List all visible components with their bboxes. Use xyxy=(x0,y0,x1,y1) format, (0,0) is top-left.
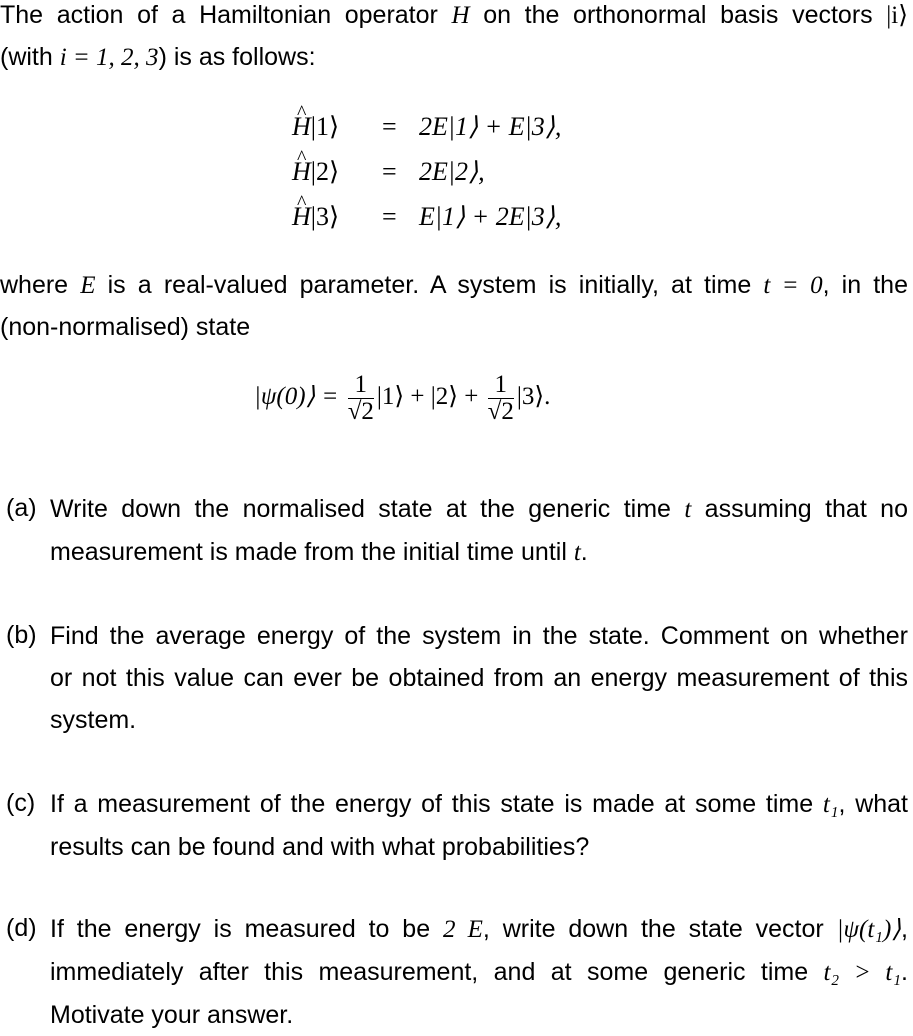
energy-value: 2 E xyxy=(442,916,483,943)
where-text: is a real-valued parameter. A system is initially, at time xyxy=(95,271,764,299)
fraction-numerator: 1 xyxy=(488,372,514,399)
part-text: If the energy is measured to be xyxy=(50,915,443,943)
part-a-line-2 xyxy=(50,531,908,574)
part-text: immediately after this measurement, and at some generic time xyxy=(50,958,824,986)
equation-rhs: E|1⟩ + 2E|3⟩, xyxy=(419,202,562,231)
part-text: Write down the normalised state at the generic time xyxy=(50,495,685,523)
time-symbol: t xyxy=(573,539,581,566)
equation-3 xyxy=(292,202,562,232)
part-text: If a measurement of the energy of this state is made at some time xyxy=(50,790,823,818)
time-inequality: t₂ > t₁ xyxy=(823,959,902,986)
where-text: where xyxy=(0,271,81,299)
part-text: , write down the state vector xyxy=(482,915,837,943)
part-d-label: (d) xyxy=(6,914,37,942)
state-mid: |1⟩ + |2⟩ + xyxy=(376,383,479,411)
part-b-text xyxy=(50,615,908,741)
intro-line-2 xyxy=(0,42,316,73)
intro-text: ) is as follows: xyxy=(158,43,316,71)
part-a-line-1 xyxy=(50,488,908,531)
hamiltonian-hat: ^ H xyxy=(292,112,311,142)
equation-rel: = xyxy=(382,112,397,141)
part-c-line-1 xyxy=(50,783,908,826)
initial-state-equation xyxy=(254,372,550,425)
intro-text: on the orthonormal basis vectors xyxy=(469,1,887,29)
equation-rhs: 2E|2⟩, xyxy=(419,157,485,186)
where-text: , in the xyxy=(822,271,908,299)
part-d-line-1 xyxy=(50,908,908,951)
energy-symbol: E xyxy=(80,272,96,299)
part-b-line-3: system. xyxy=(50,706,137,734)
intro-text: (with xyxy=(0,43,60,71)
part-c-line-2: results can be found and with what probabilities? xyxy=(50,833,590,861)
state-tail: |3⟩. xyxy=(516,383,551,411)
equation-1 xyxy=(292,112,562,142)
hamiltonian-hat: ^ H xyxy=(292,157,311,187)
equation-rel: = xyxy=(382,157,397,186)
fraction-denominator: √2 xyxy=(487,398,514,425)
equation-lhs: |1⟩ xyxy=(310,112,340,141)
part-b-line-2: or not this value can ever be obtained from an energy measurement of this xyxy=(50,664,908,692)
part-d-text xyxy=(50,908,908,1036)
state-vector: |ψ(t₁)⟩ xyxy=(836,916,902,943)
part-b-label: (b) xyxy=(6,621,37,649)
part-c-text xyxy=(50,783,908,868)
fraction-1 xyxy=(348,372,374,425)
part-b-line-1: Find the average energy of the system in the state. Comment on whether xyxy=(50,622,908,650)
fraction-2 xyxy=(488,372,514,425)
intro-text: The action of a Hamiltonian operator xyxy=(0,1,452,29)
fraction-numerator: 1 xyxy=(348,372,374,399)
part-c-label: (c) xyxy=(6,789,36,817)
equation-lhs: |2⟩ xyxy=(310,157,340,186)
equation-lhs: |3⟩ xyxy=(310,202,340,231)
part-a-text xyxy=(50,488,908,574)
basis-ket: |i⟩ xyxy=(886,2,909,29)
hamiltonian-hat: ^ H xyxy=(292,202,311,232)
part-text: assuming that no xyxy=(691,495,908,523)
time-symbol: t xyxy=(684,496,692,523)
state-lhs: |ψ(0)⟩ = xyxy=(254,383,339,411)
hamiltonian-symbol: H xyxy=(451,2,470,29)
part-text: , xyxy=(901,915,908,943)
equation-2 xyxy=(292,157,485,187)
time-zero: t = 0 xyxy=(763,272,823,299)
part-text: , what xyxy=(838,790,908,818)
where-line-1 xyxy=(0,270,908,301)
time-symbol: t₁ xyxy=(822,791,839,818)
part-a-label: (a) xyxy=(6,494,37,522)
equation-rel: = xyxy=(382,202,397,231)
part-text: . xyxy=(901,958,908,986)
equation-rhs: 2E|1⟩ + E|3⟩, xyxy=(419,112,562,141)
part-d-line-3: Motivate your answer. xyxy=(50,1001,294,1029)
where-line-2: (non-normalised) state xyxy=(0,313,251,341)
intro-line-1 xyxy=(0,0,908,31)
part-text: measurement is made from the initial time until xyxy=(50,538,574,566)
index-range: i = 1, 2, 3 xyxy=(59,44,159,71)
part-d-line-2 xyxy=(50,951,908,994)
part-text: . xyxy=(580,538,588,566)
fraction-denominator: √2 xyxy=(347,398,374,425)
